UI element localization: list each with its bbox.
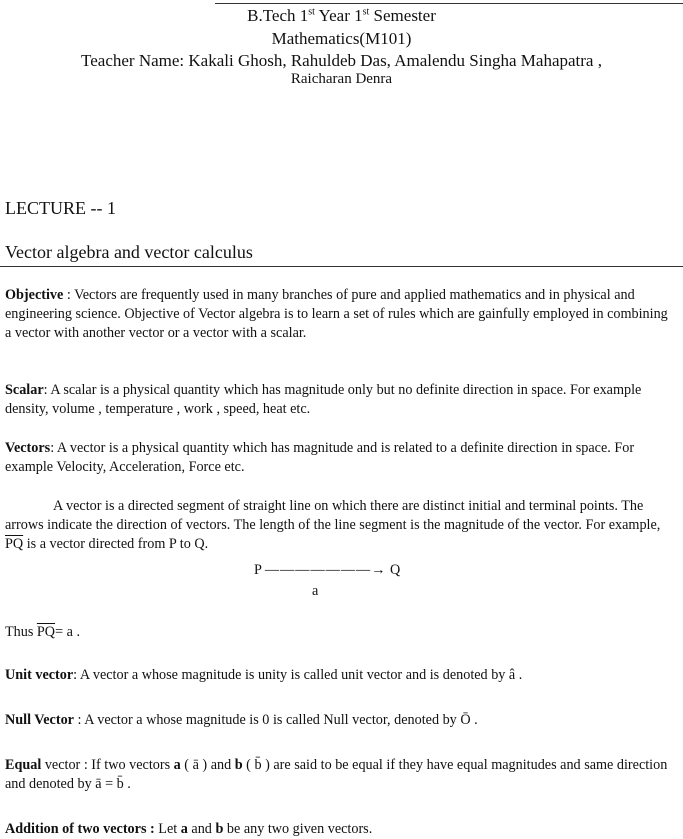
unit-vector-term: Unit vector [5,667,74,683]
vector-diagram [254,562,400,579]
thus-text: Thus [5,624,37,640]
objective-paragraph [5,286,677,343]
vector-label: a [312,583,319,599]
equal-vector-text: vector : If two vectors [41,757,174,773]
lecture-title: LECTURE -- 1 [5,198,116,218]
scalar-text: : A scalar is a physical quantity which has magnitude only but no definite direction in space. For example density, volume , temperature , work , speed, heat etc. [5,382,642,417]
null-vector-text: : A vector a whose magnitude is 0 is called Null vector, denoted by Ō . [73,712,478,728]
vector-b-bar: ( b̄ ) [242,757,270,773]
teachers-line-2: Raicharan Denra [290,71,393,87]
scalar-paragraph [5,381,677,419]
course-sup: st [308,6,315,18]
vector-a: a [180,821,188,837]
pq-vector: $\overline{PQ}$ [5,536,24,552]
objective-term: Objective [5,287,64,303]
scalar-term: Scalar [5,382,44,398]
course-text: Year 1 [314,6,363,25]
objective-text: : Vectors are frequently used in many branches of pure and applied mathematics and in physical and engineering science. Objective of Vector algebra is to learn a set of rules which are gainfully employed in combining a vector with another vector or a vector with a scalar. [5,287,668,341]
thus-line [5,623,677,642]
addition-text-end: be any two given vectors. [223,821,373,837]
point-p: P [254,562,262,578]
conjunction: and [207,757,235,773]
addition-text: Let [154,821,181,837]
addition-term: Addition of two vectors : [5,821,155,837]
arrow-icon: ———————→ [264,562,387,578]
directed-segment-text-end: is a vector directed from P to Q. [23,536,209,552]
pq-vector: $\overline{PQ}$ [36,624,56,640]
course-text: Semester [369,6,436,25]
topic-title: Vector algebra and vector calculus [5,242,253,262]
equal-vector-term: Equal [5,757,42,773]
unit-vector-text: : A vector a whose magnitude is unity is called unit vector and is denoted by â . [73,667,523,683]
directed-segment-text: A vector is a directed segment of straight line on which there are distinct initial and terminal points. The arrows indicate the direction of vectors. The length of the line segment is the magnitude of the vector. For example, [5,498,661,533]
course-text: B.Tech 1 [247,6,309,25]
teachers-line: Teacher Name: Kakali Ghosh, Rahuldeb Das, Amalendu Singha Mahapatra , [81,51,602,70]
point-q: Q [389,562,401,578]
vectors-text: : A vector is a physical quantity which has magnitude and is related to a definite direction in space. For example Velocity, Acceleration, Force etc. [5,440,635,475]
course-sup: st [362,6,370,18]
vector-a-bar: ( ā ) [180,757,208,773]
conjunction: and [187,821,216,837]
null-vector-term: Null Vector [5,712,74,728]
equal-vector-text-end: are said to be equal if they have equal magnitudes and same direction and denoted by ā = b̄ . [5,757,668,792]
vectors-term: Vectors [5,440,51,456]
directed-segment-paragraph [5,497,677,554]
addition-paragraph [5,820,677,839]
null-vector-paragraph [5,711,677,730]
thus-equals: = a . [55,624,81,640]
vectors-paragraph [5,439,677,477]
equal-vector-paragraph [5,756,677,794]
vector-b: b [215,821,224,837]
vector-a: a [173,757,181,773]
vector-b: b [234,757,243,773]
course-line [0,6,683,26]
subject-line: Mathematics(M101) [271,29,412,48]
top-rule [215,3,683,4]
section-rule [0,266,683,267]
unit-vector-paragraph [5,666,677,685]
